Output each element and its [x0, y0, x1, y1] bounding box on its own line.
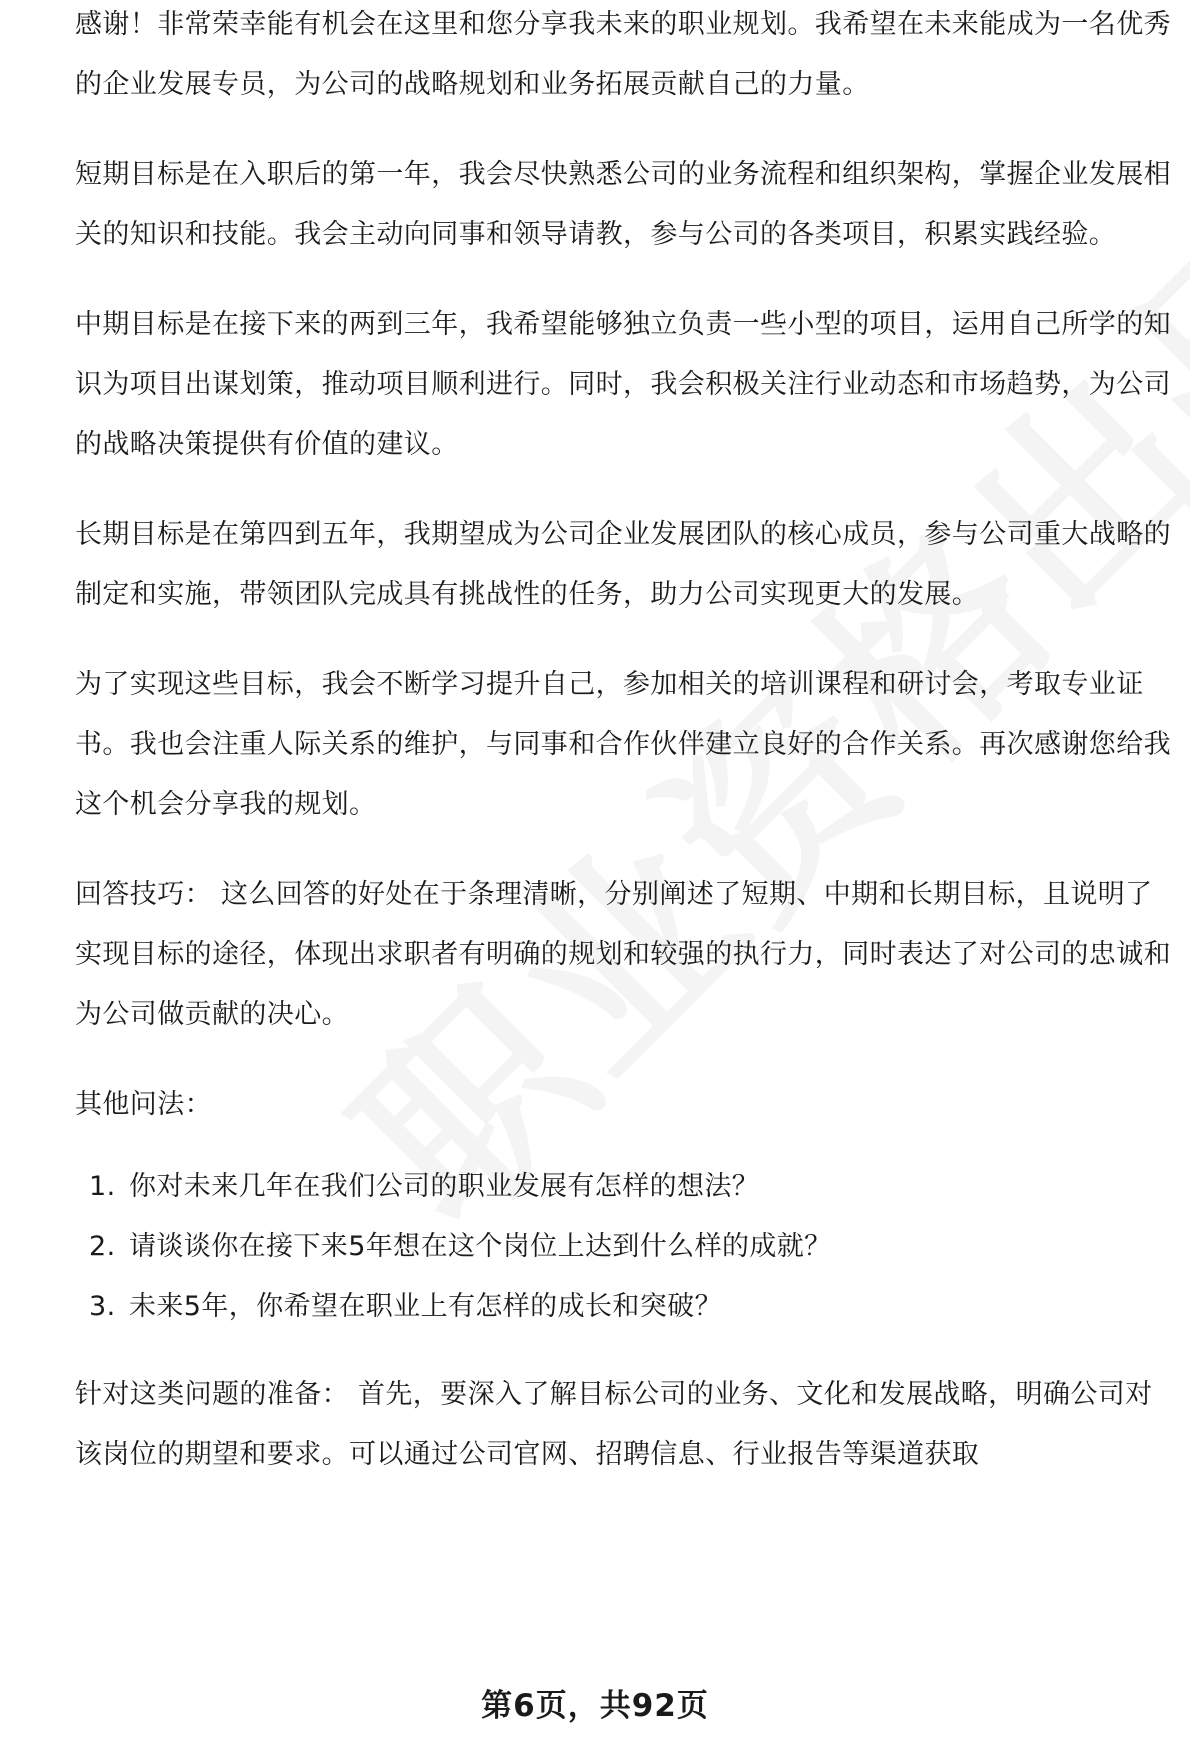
paragraph-mid-term: 中期目标是在接下来的两到三年，我希望能够独立负责一些小型的项目，运用自己所学的知识为项目出谋划策，推动项目顺利进行。同时，我会积极关注行业动态和市场趋势，为公司的战略决策提供有价值的建议。: [75, 309, 1171, 460]
list-item: [75, 1157, 1175, 1217]
document-body: [75, 9, 1175, 1515]
paragraph-long-term: 长期目标是在第四到五年，我期望成为公司企业发展团队的核心成员，参与公司重大战略的制定和实施，带领团队完成具有挑战性的任务，助力公司实现更大的发展。: [75, 519, 1171, 610]
paragraph-other-questions-heading: 其他问法：: [75, 1089, 212, 1120]
page-number: 第6页，共92页: [481, 1688, 709, 1724]
list-item-number: 3.: [89, 1291, 116, 1322]
paragraph-preparation: 针对这类问题的准备： 首先，要深入了解目标公司的业务、文化和发展战略，明确公司对该岗位的期望和要求。可以通过公司官网、招聘信息、行业报告等渠道获取: [75, 1379, 1153, 1470]
list-item: [75, 1277, 1175, 1337]
list-item-number: 1.: [89, 1171, 116, 1202]
list-item-text: 请谈谈你在接下来5年想在这个岗位上达到什么样的成就？: [129, 1231, 832, 1262]
list-item-text: 你对未来几年在我们公司的职业发展有怎样的想法？: [129, 1171, 760, 1202]
paragraph-short-term: 短期目标是在入职后的第一年，我会尽快熟悉公司的业务流程和组织架构，掌握企业发展相关的知识和技能。我会主动向同事和领导请教，参与公司的各类项目，积累实践经验。: [75, 159, 1171, 250]
paragraph-implementation: 为了实现这些目标，我会不断学习提升自己，参加相关的培训课程和研讨会，考取专业证书。我也会注重人际关系的维护，与同事和合作伙伴建立良好的合作关系。再次感谢您给我这个机会分享我的规划。: [75, 669, 1171, 820]
list-item: [75, 1217, 1175, 1277]
list-item-text: 未来5年，你希望在职业上有怎样的成长和突破？: [129, 1291, 722, 1322]
other-questions-list: [75, 1157, 1175, 1337]
paragraph-answer-tips: 回答技巧： 这么回答的好处在于条理清晰，分别阐述了短期、中期和长期目标，且说明了实现目标的途径，体现出求职者有明确的规划和较强的执行力，同时表达了对公司的忠诚和为公司做贡献的决心。: [75, 879, 1171, 1030]
paragraph-intro: 感谢！非常荣幸能有机会在这里和您分享我未来的职业规划。我希望在未来能成为一名优秀的企业发展专员，为公司的战略规划和业务拓展贡献自己的力量。: [75, 9, 1171, 100]
list-item-number: 2.: [89, 1231, 116, 1262]
